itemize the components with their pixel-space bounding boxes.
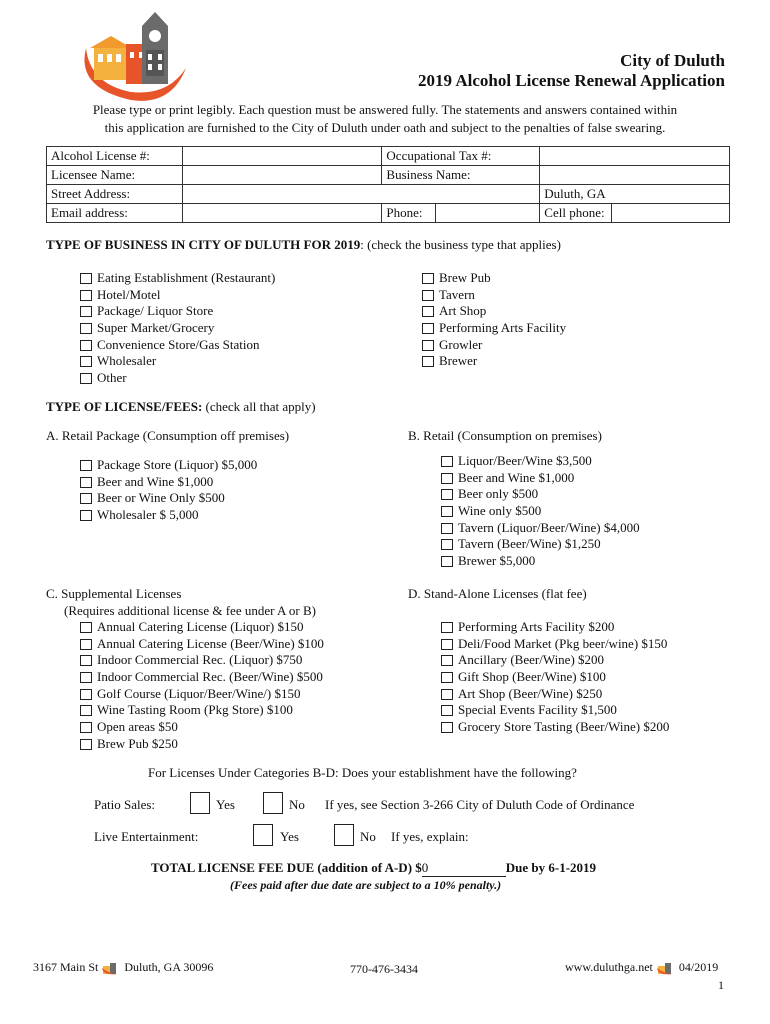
license-option[interactable]: Indoor Commercial Rec. (Liquor) $750 (80, 652, 324, 669)
business-type-option[interactable]: Wholesaler (80, 353, 275, 370)
patio-no-label: No (289, 797, 305, 812)
section-b-title: B. Retail (Consumption on premises) (408, 428, 602, 443)
license-option[interactable]: Tavern (Liquor/Beer/Wine) $4,000 (441, 520, 640, 537)
license-option[interactable]: Gift Shop (Beer/Wine) $100 (441, 669, 669, 686)
checkbox[interactable] (80, 510, 92, 521)
footer-website[interactable]: www.duluthga.net (565, 960, 653, 974)
footer-phone: 770-476-3434 (350, 962, 418, 976)
license-option[interactable]: Wholesaler $ 5,000 (80, 507, 257, 524)
checkbox[interactable] (441, 705, 453, 716)
alcohol-license-label: Alcohol License #: (47, 147, 183, 166)
checkbox[interactable] (80, 739, 92, 750)
phone-label: Phone: (382, 204, 436, 223)
section-c-list (80, 619, 324, 753)
checkbox[interactable] (80, 622, 92, 633)
checkbox[interactable] (80, 373, 92, 384)
live-yes-label: Yes (280, 829, 299, 844)
cell-phone-field[interactable] (612, 204, 730, 223)
license-option[interactable]: Art Shop (Beer/Wine) $250 (441, 686, 669, 703)
checkbox[interactable] (80, 356, 92, 367)
due-date-text: Due by 6-1-2019 (505, 860, 597, 875)
license-option[interactable]: Golf Course (Liquor/Beer/Wine/) $150 (80, 686, 324, 703)
business-type-heading-bold: TYPE OF BUSINESS IN CITY OF DULUTH FOR 2019 (46, 237, 361, 252)
city-logo-icon (101, 960, 121, 976)
checkbox[interactable] (80, 493, 92, 504)
business-type-list-right (422, 270, 566, 370)
business-type-option[interactable]: Performing Arts Facility (422, 320, 566, 337)
live-entertainment-label: Live Entertainment: (94, 829, 199, 844)
checkbox[interactable] (80, 340, 92, 351)
alcohol-license-field[interactable] (182, 147, 381, 166)
license-fees-heading-instructions: (check all that apply) (202, 399, 316, 414)
establishment-question: For Licenses Under Categories B-D: Does your establishment have the following? (148, 765, 577, 780)
license-option[interactable]: Wine Tasting Room (Pkg Store) $100 (80, 702, 324, 719)
patio-yes-label: Yes (216, 797, 235, 812)
total-fee-label: TOTAL LICENSE FEE DUE (addition of A-D) $ (151, 860, 422, 875)
city-logo-icon (656, 960, 676, 976)
business-name-label: Business Name: (382, 166, 540, 185)
business-type-heading-instructions: : (check the business type that applies) (360, 237, 561, 252)
business-type-heading (46, 237, 561, 253)
street-address-field[interactable] (182, 185, 539, 204)
checkbox[interactable] (441, 622, 453, 633)
checkbox[interactable] (441, 722, 453, 733)
license-option[interactable]: Open areas $50 (80, 719, 324, 736)
email-label: Email address: (47, 204, 183, 223)
checkbox[interactable] (441, 672, 453, 683)
checkbox[interactable] (441, 539, 453, 550)
checkbox[interactable] (422, 340, 434, 351)
footer-city: Duluth, GA 30096 (124, 960, 214, 974)
license-option[interactable]: Indoor Commercial Rec. (Beer/Wine) $500 (80, 669, 324, 686)
license-option[interactable]: Beer and Wine $1,000 (80, 474, 257, 491)
intro-text (40, 101, 730, 137)
checkbox[interactable] (80, 306, 92, 317)
business-type-option[interactable]: Growler (422, 337, 566, 354)
section-d-list (441, 619, 669, 736)
city-of-duluth-logo (76, 8, 194, 106)
live-no-label: No (360, 829, 376, 844)
intro-line-2: this application are furnished to the City of Duluth under oath and subject to the penalties of false swearing. (104, 120, 666, 135)
license-option[interactable]: Wine only $500 (441, 503, 640, 520)
patio-sales-label: Patio Sales: (94, 797, 156, 812)
checkbox[interactable] (422, 323, 434, 334)
checkbox[interactable] (441, 655, 453, 666)
checkbox[interactable] (441, 523, 453, 534)
license-option[interactable]: Liquor/Beer/Wine $3,500 (441, 453, 640, 470)
checkbox[interactable] (441, 639, 453, 650)
live-no-checkbox[interactable] (334, 824, 354, 846)
licensee-name-label: Licensee Name: (47, 166, 183, 185)
intro-line-1: Please type or print legibly. Each question must be answered fully. The statements and answers contained within (92, 102, 678, 117)
checkbox[interactable] (80, 705, 92, 716)
license-option[interactable]: Ancillary (Beer/Wine) $200 (441, 652, 669, 669)
license-option[interactable]: Beer and Wine $1,000 (441, 470, 640, 487)
business-type-option[interactable]: Brew Pub (422, 270, 566, 287)
section-a-list (80, 457, 257, 524)
patio-note: If yes, see Section 3-266 City of Duluth Code of Ordinance (325, 797, 635, 812)
occupational-tax-label: Occupational Tax #: (382, 147, 540, 166)
business-name-field[interactable] (540, 166, 730, 185)
license-option[interactable]: Brewer $5,000 (441, 553, 640, 570)
business-type-option[interactable]: Super Market/Grocery (80, 320, 275, 337)
checkbox[interactable] (80, 477, 92, 488)
phone-field[interactable] (436, 204, 540, 223)
patio-no-checkbox[interactable] (263, 792, 283, 814)
applicant-info-table (46, 146, 730, 223)
checkbox[interactable] (80, 639, 92, 650)
license-fees-heading (46, 399, 316, 415)
checkbox[interactable] (80, 672, 92, 683)
total-fee-line (151, 860, 596, 877)
checkbox[interactable] (80, 290, 92, 301)
license-option[interactable]: Performing Arts Facility $200 (441, 619, 669, 636)
checkbox[interactable] (80, 689, 92, 700)
license-option[interactable]: Grocery Store Tasting (Beer/Wine) $200 (441, 719, 669, 736)
live-yes-checkbox[interactable] (253, 824, 273, 846)
section-c-title: C. Supplemental Licenses (46, 586, 182, 601)
business-type-option[interactable]: Package/ Liquor Store (80, 303, 275, 320)
business-type-option[interactable]: Other (80, 370, 275, 387)
business-type-option[interactable]: Tavern (422, 287, 566, 304)
city-state-text: Duluth, GA (540, 185, 730, 204)
checkbox[interactable] (80, 655, 92, 666)
license-option[interactable]: Deli/Food Market (Pkg beer/wine) $150 (441, 636, 669, 653)
page-title-application: 2019 Alcohol License Renewal Application (418, 71, 725, 90)
checkbox[interactable] (422, 356, 434, 367)
patio-yes-checkbox[interactable] (190, 792, 210, 814)
section-c-subtitle: (Requires additional license & fee under A or B) (64, 603, 316, 618)
license-fees-heading-bold: TYPE OF LICENSE/FEES: (46, 399, 203, 414)
checkbox[interactable] (80, 273, 92, 284)
checkbox[interactable] (80, 323, 92, 334)
checkbox[interactable] (80, 722, 92, 733)
business-type-option[interactable]: Brewer (422, 353, 566, 370)
section-a-title: A. Retail Package (Consumption off premises) (46, 428, 290, 443)
late-penalty-note: (Fees paid after due date are subject to a 10% penalty.) (230, 878, 502, 892)
checkbox[interactable] (441, 506, 453, 517)
business-type-list-left (80, 270, 275, 387)
license-option[interactable]: Tavern (Beer/Wine) $1,250 (441, 536, 640, 553)
license-option[interactable]: Special Events Facility $1,500 (441, 702, 669, 719)
live-explain-label: If yes, explain: (391, 829, 469, 844)
footer-address (33, 960, 213, 976)
checkbox[interactable] (441, 456, 453, 467)
checkbox[interactable] (80, 460, 92, 471)
checkbox[interactable] (422, 273, 434, 284)
page-title-city: City of Duluth (620, 51, 725, 70)
business-type-option[interactable]: Eating Establishment (Restaurant) (80, 270, 275, 287)
page-number: 1 (718, 978, 724, 992)
license-option[interactable]: Beer only $500 (441, 486, 640, 503)
footer-date: 04/2019 (678, 960, 719, 974)
cell-phone-label: Cell phone: (540, 204, 612, 223)
total-fee-input[interactable]: 0 (422, 860, 506, 877)
licensee-name-field[interactable] (182, 166, 381, 185)
checkbox[interactable] (441, 489, 453, 500)
email-field[interactable] (182, 204, 381, 223)
footer-web-date (565, 960, 718, 976)
business-type-option[interactable]: Hotel/Motel (80, 287, 275, 304)
license-option[interactable]: Annual Catering License (Liquor) $150 (80, 619, 324, 636)
street-address-label: Street Address: (47, 185, 183, 204)
license-option[interactable]: Brew Pub $250 (80, 736, 324, 753)
license-option[interactable]: Beer or Wine Only $500 (80, 490, 257, 507)
checkbox[interactable] (422, 290, 434, 301)
business-type-option[interactable]: Convenience Store/Gas Station (80, 337, 275, 354)
section-d-title: D. Stand-Alone Licenses (flat fee) (408, 586, 587, 601)
occupational-tax-field[interactable] (540, 147, 730, 166)
checkbox[interactable] (441, 556, 453, 567)
license-option[interactable]: Annual Catering License (Beer/Wine) $100 (80, 636, 324, 653)
checkbox[interactable] (422, 306, 434, 317)
business-type-option[interactable]: Art Shop (422, 303, 566, 320)
footer-street: 3167 Main St (33, 960, 99, 974)
checkbox[interactable] (441, 473, 453, 484)
section-b-list (441, 453, 640, 570)
checkbox[interactable] (441, 689, 453, 700)
license-option[interactable]: Package Store (Liquor) $5,000 (80, 457, 257, 474)
